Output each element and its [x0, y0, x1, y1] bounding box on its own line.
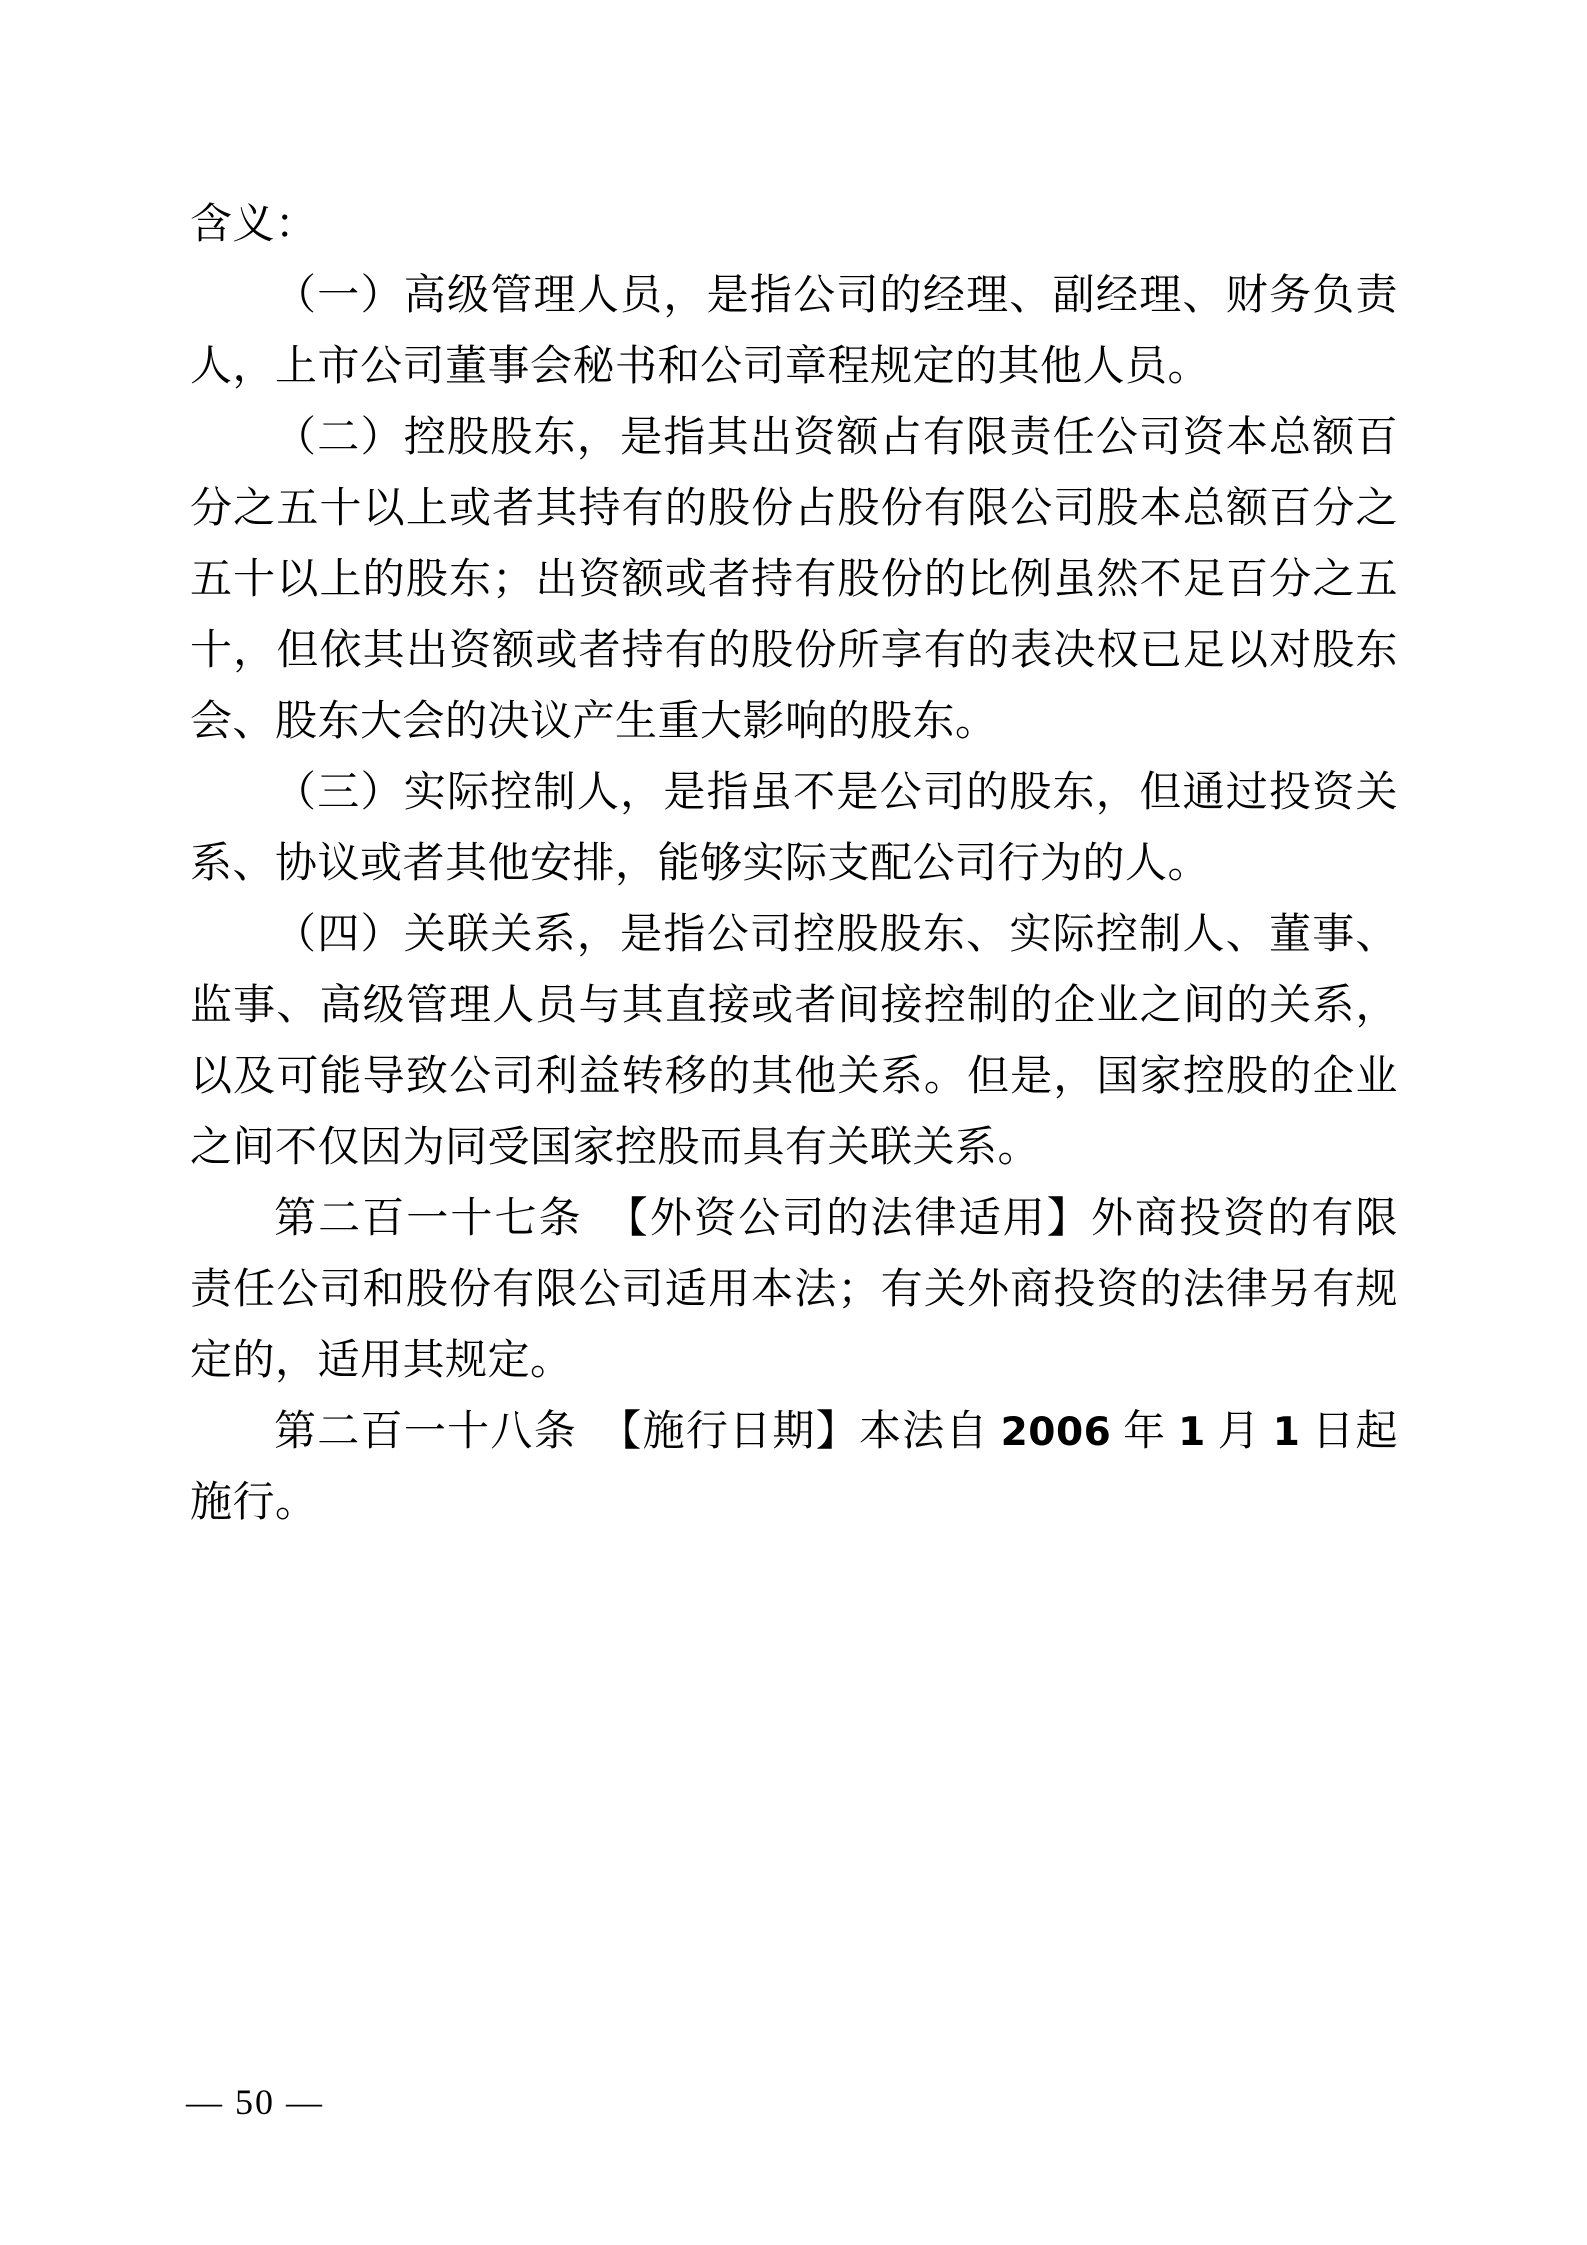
text-run: （一）高级管理人员，是指公司的经理、副经理、财务负责人，上市公司董事会秘书和公司章程规定的其他人员。 [190, 273, 1398, 390]
paragraph-definitions-intro [190, 190, 1398, 261]
numeric-text-run: 1 [1178, 1410, 1206, 1455]
text-run: 【外资公司的法律适用】 [626, 1196, 1091, 1242]
paragraph-definition-actual-controller [190, 758, 1398, 900]
text-run: （四）关联关系，是指公司控股股东、实际控制人、董事、监事、高级管理人员与其直接或者间接控制的企业之间的关系，以及可能导致公司利益转移的其他关系。但是，国家控股的企业之间不仅因为同受国家控股而具有关联关系。 [190, 912, 1398, 1171]
text-run: 日起施行。 [190, 1409, 1398, 1526]
text-run: 年 [1111, 1409, 1179, 1455]
paragraph-article-218 [190, 1397, 1398, 1539]
text-run: 本法自 [858, 1409, 1001, 1455]
page-number: — 50 — [186, 2082, 324, 2122]
text-run: 含义： [190, 202, 318, 248]
numeric-text-run: 1 [1272, 1410, 1301, 1455]
body-text-block [190, 190, 1398, 1539]
paragraph-definition-affiliation [190, 900, 1398, 1184]
text-run: 外商投资的有限责任公司和股份有限公司适用本法；有关外商投资的法律另有规定的，适用其规定。 [190, 1196, 1398, 1384]
text-run: 第二百一十八条 [274, 1409, 621, 1455]
paragraph-definition-controlling-shareholder [190, 403, 1398, 758]
text-run: （二）控股股东，是指其出资额占有限责任公司资本总额百分之五十以上或者其持有的股份占股份有限公司股本总额百分之五十以上的股东；出资额或者持有股份的比例虽然不足百分之五十，但依其出资额或者持有的股份所享有的表决权已足以对股东会、股东大会的决议产生重大影响的股东。 [190, 415, 1398, 745]
text-run: 月 [1205, 1409, 1273, 1455]
paragraph-article-217 [190, 1184, 1398, 1397]
text-run: 【施行日期】 [620, 1409, 859, 1455]
text-run: （三）实际控制人，是指虽不是公司的股东，但通过投资关系、协议或者其他安排，能够实际支配公司行为的人。 [190, 770, 1398, 887]
numeric-text-run: 2006 [1000, 1410, 1112, 1455]
paragraph-definition-senior-managers [190, 261, 1398, 403]
text-run: 第二百一十七条 [274, 1196, 627, 1242]
